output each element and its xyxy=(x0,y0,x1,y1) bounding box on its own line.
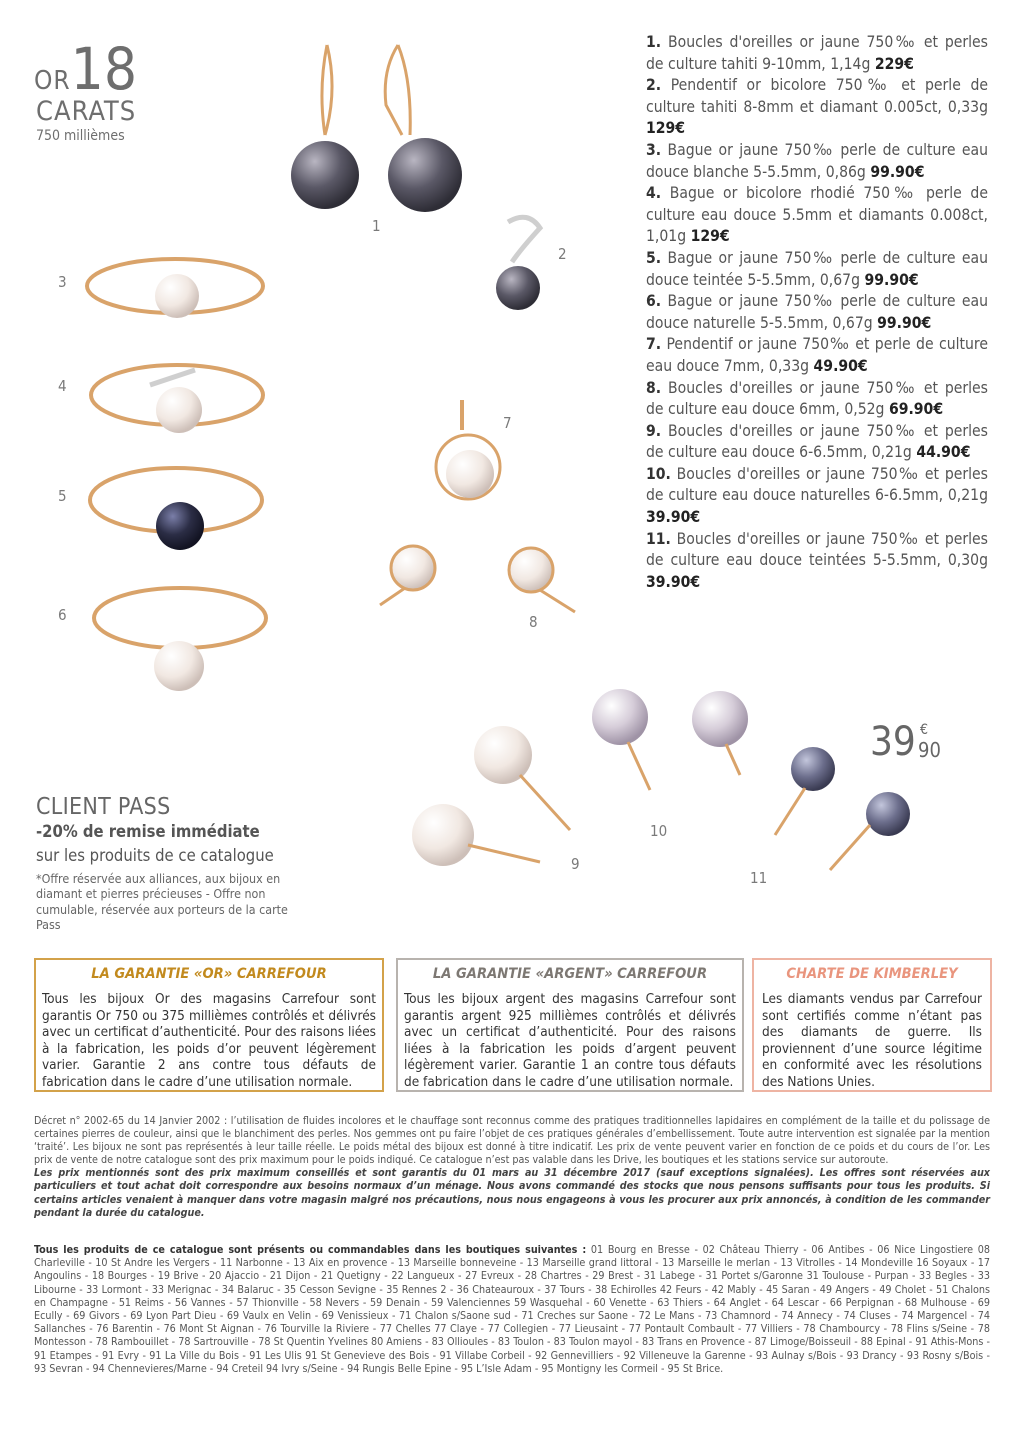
label-7: 7 xyxy=(503,414,512,432)
pearl-10a xyxy=(592,689,648,745)
stud-10a-post xyxy=(628,742,650,790)
earrings-1-illustration xyxy=(322,45,410,135)
product-item: 1. Boucles d'oreilles or jaune 750‰ et perles de culture tahiti 9-10mm, 1,14g 229€ xyxy=(646,33,988,73)
pearl-11b xyxy=(866,792,910,836)
stud-9b-post xyxy=(468,845,540,862)
gold-guarantee-box xyxy=(34,958,384,1092)
pearl-11a xyxy=(791,747,835,791)
stud-8a-post xyxy=(380,588,405,605)
stud-10b-post xyxy=(726,744,740,775)
stud-9a-post xyxy=(520,775,570,830)
product-list xyxy=(646,32,988,593)
pearl-1a xyxy=(291,141,359,209)
pearl-8b xyxy=(509,548,553,592)
kimberley-charter-box xyxy=(752,958,992,1092)
product-item: 5. Bague or jaune 750‰ perle de culture eau douce teintée 5-5.5mm, 0,67g 99.90€ xyxy=(646,248,988,289)
pearl-6 xyxy=(154,641,204,691)
pearl-9b xyxy=(412,804,474,866)
legal-notice xyxy=(34,1114,990,1219)
label-2: 2 xyxy=(558,245,567,263)
silver-guarantee-text: Tous les bijoux argent des magasins Carrefour sont garantis argent 925 millièmes contrôlés et délivrés avec un certificat d’authenticité. Pour des raisons liées à la fabrication les poids d’argent peuvent légèrement varier. Garantie 1 an contre tous défauts de fabrication dans le cadre d’une utilisation normale. xyxy=(404,991,736,1090)
product-item: 7. Pendentif or jaune 750‰ et perle de culture eau douce 7mm, 0,33g 49.90€ xyxy=(646,335,988,375)
silver-guarantee-title: LA GARANTIE «ARGENT» CARREFOUR xyxy=(432,965,708,982)
stud-11b-post xyxy=(830,825,870,870)
pearl-5 xyxy=(156,502,204,550)
label-8: 8 xyxy=(529,613,538,631)
price-cents: 90 xyxy=(918,738,941,762)
client-pass-title: CLIENT PASS xyxy=(36,794,171,820)
gold-guarantee-text: Tous les bijoux Or des magasins Carrefour sont garantis Or 750 ou 375 millièmes contrôlés et délivrés avec un certificat d’authenticité. Pour des raisons liées à la fabrication, les poids d’or peuvent légèrement varier. Garantie 2 ans contre tous défauts de fabrication dans le cadre d’une utilisation normale. xyxy=(42,991,376,1090)
product-item: 6. Bague or jaune 750‰ perle de culture eau douce naturelle 5-5.5mm, 0,67g 99.90€ xyxy=(646,292,988,332)
product-item: 9. Boucles d'oreilles or jaune 750‰ et perles de culture eau douce 6-6.5mm, 0,21g 44.90€ xyxy=(646,421,988,462)
gold-karat-title xyxy=(34,35,138,103)
product-item: 8. Boucles d'oreilles or jaune 750‰ et perles de culture eau douce 6mm, 0,52g 69.90€ xyxy=(646,378,988,419)
client-pass-note: *Offre réservée aux alliances, aux bijoux en diamant et pierres précieuses - Offre non cumulable, réservée aux porteurs de la carte Pass xyxy=(36,871,288,933)
pearl-10b xyxy=(692,691,748,747)
label-5: 5 xyxy=(58,487,67,505)
product-item: 3. Bague or jaune 750‰ perle de culture eau douce blanche 5-5.5mm, 0,86g 99.90€ xyxy=(646,140,988,181)
silver-guarantee-box xyxy=(396,958,744,1092)
product-item: 4. Bague or bicolore rhodié 750‰ perle de culture eau douce 5.5mm et diamants 0.008ct, 1,01g 129€ xyxy=(646,184,988,246)
label-11: 11 xyxy=(750,869,768,887)
legal-decree: Décret n° 2002-65 du 14 Janvier 2002 : l’utilisation de fluides incolores et le chauffage sont reconnus comme des pratiques traditionnelles lapidaires en complément de la taille et du polissage de certaines pierres de couleur, ainsi que le blanchiment des perles. Nos gemmes ont pu faire l’objet de ces pratiques générales d’embellissement. Toute autre intervention est signalée par la mention ‘traité’. Les bijoux ne sont pas représentés à leur taille réelle. Le poids métal des bijoux est donné à titre indicatif. Les prix de vente peuvent varier en fonction de ce poids et du cours de l’or. Les prix de vente de notre catalogue sont des prix maximum pour le poids indiqué. Ce catalogue n’est pas valable dans les Drive, les boutiques et les stations service sur autoroute. xyxy=(34,1114,990,1167)
title-millesimal: 750 millièmes xyxy=(36,128,125,144)
store-list-intro: Tous les produits de ce catalogue sont présents ou commandables dans les boutiques suivantes : xyxy=(34,1243,587,1256)
product-item: 11. Boucles d'oreilles or jaune 750‰ et perles de culture eau douce teintées 5-5.5mm, 0,30g 39.90€ xyxy=(646,529,988,591)
price-symbol: € xyxy=(920,722,929,738)
pearl-9a xyxy=(474,726,532,784)
kimberley-charter-text: Les diamants vendus par Carrefour sont certifiés comme n’étant pas des diamants de guerre. Ils proviennent d’une source légitime en conformité avec les résolutions des Nations Unies. xyxy=(762,991,982,1090)
price-tag xyxy=(870,719,941,765)
title-number: 18 xyxy=(70,35,138,103)
title-or: OR xyxy=(34,66,71,96)
label-6: 6 xyxy=(58,606,67,624)
ring-4-diamonds xyxy=(150,370,195,385)
title-carats: CARATS xyxy=(36,96,137,127)
pendant-2-bail xyxy=(508,217,540,262)
label-9: 9 xyxy=(571,855,580,873)
client-pass-scope: sur les produits de ce catalogue xyxy=(36,846,274,865)
pearl-8a xyxy=(391,546,435,590)
stud-8b-post xyxy=(540,590,575,612)
product-item: 2. Pendentif or bicolore 750‰ et perle de culture tahiti 8-8mm et diamant 0.005ct, 0,33g 129€ xyxy=(646,76,988,138)
ring-6 xyxy=(94,588,266,648)
stud-11a-post xyxy=(775,788,805,835)
pearl-7 xyxy=(446,450,494,498)
pearl-3 xyxy=(155,274,199,318)
label-3: 3 xyxy=(58,273,67,291)
legal-prices: Les prix mentionnés sont des prix maximum conseillés et sont garantis du 01 mars au 31 décembre 2017 (sauf exceptions signalées). Les offres sont réservées aux particuliers et tout achat doit correspondre aux besoins normaux d’un ménage. Nous avons commandé des stocks que nous pensons suffisants pour tous les produits. Si certains articles venaient à manquer dans votre magasin malgré nos précautions, nous nous engageons à vous les procurer aux prix annoncés, à condition de les commander pendant la durée du catalogue. xyxy=(34,1166,990,1219)
pearl-1b xyxy=(388,138,462,212)
label-1: 1 xyxy=(372,217,381,235)
client-pass-discount: -20% de remise immédiate xyxy=(36,822,260,841)
product-item: 10. Boucles d'oreilles or jaune 750‰ et perles de culture eau douce naturelles 6-6.5mm, 0,21g 39.90€ xyxy=(646,464,988,527)
pearl-4 xyxy=(156,387,202,433)
kimberley-charter-title: CHARTE DE KIMBERLEY xyxy=(786,965,958,982)
price-euros: 39 xyxy=(870,719,916,765)
label-4: 4 xyxy=(58,377,67,395)
pearl-2 xyxy=(496,266,540,310)
label-10: 10 xyxy=(650,822,668,840)
store-list-entries: 01 Bourg en Bresse - 02 Château Thierry - 06 Antibes - 06 Nice Lingostiere 08 Charleville - 10 St Andre les Vergers - 11 Narbonne - 13 Aix en provence - 13 Marseille bonneveine - 13 Marseille grand littoral - 13 Marseille le merlan - 13 Vitrolles - 14 Mondeville 16 Soyaux - 17 Angoulins - 18 Bourges - 19 Brive - 20 Ajaccio - 21 Dijon - 21 Quetigny - 22 Langueux - 27 Evreux - 28 Chartres - 29 Brest - 31 Labege - 31 Portet s/Garonne 31 Toulouse - Purpan - 33 Begles - 33 Libourne - 33 Lormont - 33 Merignac - 34 Balaruc - 35 Cesson Sevigne - 35 Rennes 2 - 36 Chateauroux - 37 Tours - 38 Echirolles 42 Feurs - 42 Mably - 45 Saran - 49 Angers - 49 Cholet - 51 Chalons en Champagne - 51 Reims - 56 Vannes - 57 Thionville - 58 Nevers - 59 Denain - 59 Valenciennes 59 Wasquehal - 60 Venette - 63 Thiers - 64 Anglet - 64 Lescar - 66 Perpignan - 68 Mulhouse - 69 Ecully - 69 Givors - 69 Lyon Part Dieu - 69 Vaulx en Velin - 69 Venissieux - 71 Chalon s/Saone sud - 71 Creches sur Saone - 72 Le Mans - 73 Chamnord - 74 Annecy - 74 Cluses - 74 Margencel - 74 Sallanches - 76 Barentin - 76 Mont St Aignan - 76 Tourville la Riviere - 77 Chelles 77 Claye - 77 Collegien - 77 Lieusaint - 77 Pontault Combault - 77 Villiers - 78 Chambourcy - 78 Flins s/Seine - 78 Montesson - 78 Rambouillet - 78 Sartrouville - 78 St Quentin Yvelines 80 Amiens - 83 Ollioules - 83 Toulon - 83 Toulon mayol - 83 Trans en Provence - 87 Limoge/Boisseuil - 88 Epinal - 91 Athis-Mons - 91 Etampes - 91 Evry - 91 La Ville du Bois - 91 Les Ulis 91 St Genevieve des Bois - 91 Villabe Corbeil - 92 Gennevilliers - 92 Villeneuve la Garenne - 93 Aulnay s/Bois - 93 Drancy - 93 Rosny s/Bois - 93 Sevran - 94 Chennevieres/Marne - 94 Creteil 94 Ivry s/Seine - 94 Rungis Belle Epine - 95 L’Isle Adam - 95 Montigny les Cormeil - 95 St Brice. xyxy=(34,1243,990,1375)
gold-guarantee-title: LA GARANTIE «OR» CARREFOUR xyxy=(91,965,327,982)
store-list xyxy=(34,1243,990,1375)
